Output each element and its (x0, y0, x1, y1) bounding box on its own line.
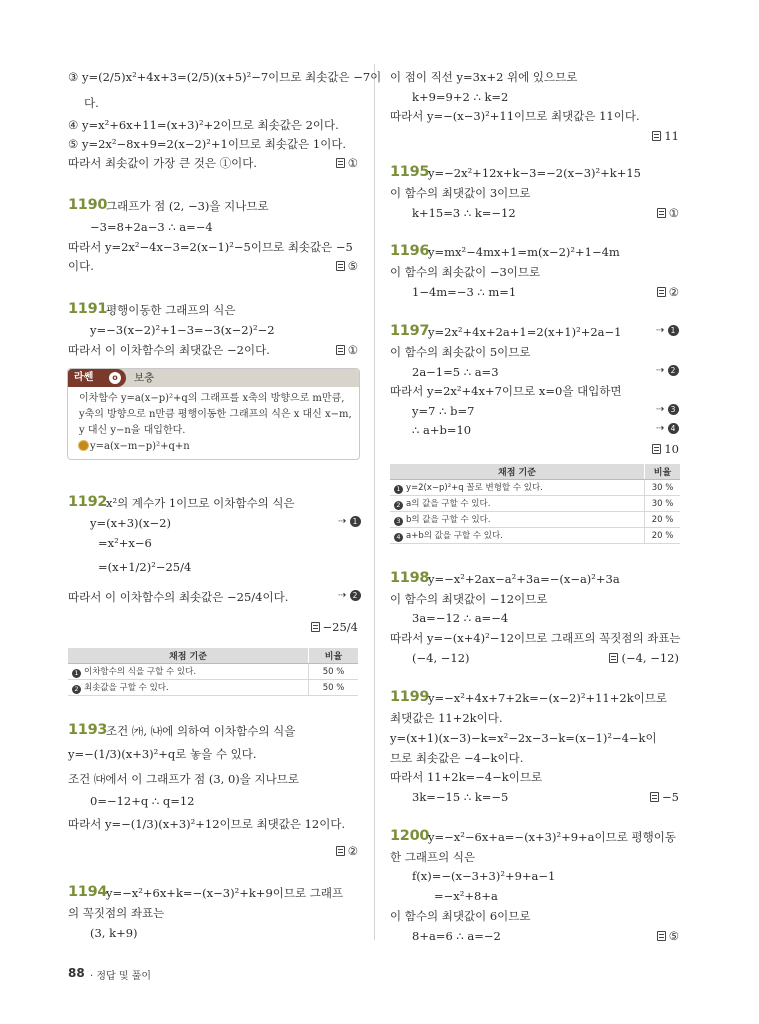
text-line: 따라서 y=2x²−4x−3=2(x−1)²−5이므로 최솟값은 −5 (68, 240, 353, 254)
text-line: 평행이동한 그래프의 식은 (106, 303, 236, 317)
answer-icon (652, 131, 661, 141)
step-marker: ⇢ 1 (656, 325, 679, 336)
supplement-formula: y=a(x−m−p)²+q+n (79, 439, 190, 454)
text-line: x²의 계수가 1이므로 이차함수의 식은 (106, 496, 295, 510)
answer-mark: 11 (652, 128, 679, 144)
answer-mark: ② (336, 843, 358, 859)
answer-mark: ① (336, 342, 358, 358)
supplement-tag: 라쎈 o (68, 369, 126, 387)
problem-number: 1196 (390, 243, 430, 259)
text-line: 따라서 최솟값이 가장 큰 것은 ①이다. (68, 156, 257, 170)
text-line: y=(x+1)(x−3)−k=x²−2x−3−k=(x−1)²−4−k이 (390, 731, 657, 745)
supplement-box (67, 368, 360, 460)
text-line: (−4, −12) (412, 651, 470, 665)
problem-number: 1198 (390, 570, 430, 586)
problem-number: 1193 (68, 722, 108, 738)
text-line: y=−x²−6x+a=−(x+3)²+9+a이므로 평행이동 (428, 830, 676, 844)
answer-icon (609, 653, 618, 663)
text-line: 따라서 y=−(x−3)²+11이므로 최댓값은 11이다. (390, 109, 640, 123)
scoring-table (390, 464, 680, 544)
text-line: 따라서 이 이차함수의 최댓값은 −2이다. (68, 343, 270, 357)
problem-number: 1199 (390, 689, 430, 705)
answer-mark: ① (336, 155, 358, 171)
supplement-line: 이차함수 y=a(x−p)²+q의 그래프를 x축의 방향으로 m만큼, (79, 393, 345, 404)
text-line: k+9=9+2 ∴ k=2 (412, 90, 509, 104)
answer-icon (336, 345, 345, 355)
column-divider (374, 64, 375, 940)
text-line: 3a=−12 ∴ a=−4 (412, 611, 509, 625)
text-line: y=mx²−4mx+1=m(x−2)²+1−4m (428, 245, 620, 259)
text-line: 그래프가 점 (2, −3)을 지나므로 (106, 199, 269, 213)
step-marker: ⇢ 2 (656, 365, 679, 376)
text-line: 이 점이 직선 y=3x+2 위에 있으므로 (390, 70, 578, 84)
text-line: =x²+x−6 (98, 536, 152, 550)
answer-mark: ① (657, 205, 679, 221)
text-line: −3=8+2a−3 ∴ a=−4 (90, 220, 213, 234)
supplement-header (68, 369, 359, 387)
table-row: 1 이차함수의 식을 구할 수 있다. 50 % (68, 664, 358, 680)
answer-icon (336, 261, 345, 271)
answer-mark: ⑤ (336, 258, 358, 274)
answer-icon (311, 622, 320, 632)
step-marker: ⇢ 1 (338, 516, 361, 527)
text-line: 한 그래프의 식은 (390, 850, 476, 864)
table-header: 비율 (645, 464, 681, 480)
text-line: 조건 ㈐에서 이 그래프가 점 (3, 0)을 지나므로 (68, 772, 299, 786)
text-line: =−x²+8+a (434, 889, 498, 903)
text-line: 의 꼭짓점의 좌표는 (68, 906, 165, 920)
problem-number: 1195 (390, 164, 430, 180)
table-row: 2 최솟값을 구할 수 있다. 50 % (68, 680, 358, 696)
answer-icon (336, 158, 345, 168)
text-line: 다. (84, 96, 99, 110)
answer-mark: −5 (650, 789, 679, 805)
answer-mark: −25/4 (311, 619, 358, 635)
table-row: 1 y=2(x−p)²+q 꼴로 변형할 수 있다. 30 % (390, 480, 680, 496)
text-line: f(x)=−(x−3+3)²+9+a−1 (412, 869, 556, 883)
supplement-label: 보충 (134, 372, 155, 384)
tag-circle-icon: o (109, 372, 121, 384)
text-line: 1−4m=−3 ∴ m=1 (412, 285, 517, 299)
answer-mark: (−4, −12) (609, 650, 679, 666)
text-line: ④ y=x²+6x+11=(x+3)²+2이므로 최솟값은 2이다. (68, 118, 339, 132)
text-line: ③ y=(2/5)x²+4x+3=(2/5)(x+5)²−7이므로 최솟값은 −7이 (68, 70, 382, 84)
problem-number: 1197 (390, 323, 430, 339)
step-marker: ⇢ 4 (656, 423, 679, 434)
table-row: 3 b의 값을 구할 수 있다. 20 % (390, 512, 680, 528)
problem-number: 1200 (390, 828, 430, 844)
text-line: =(x+1/2)²−25/4 (98, 560, 192, 574)
table-header: 채점 기준 (68, 648, 309, 664)
text-line: y=(x+3)(x−2) (90, 516, 171, 530)
text-line: 따라서 y=−(1/3)(x+3)²+12이므로 최댓값은 12이다. (68, 817, 346, 831)
text-line: 므로 최솟값은 −4−k이다. (390, 751, 524, 765)
text-line: 8+a=6 ∴ a=−2 (412, 929, 501, 943)
text-line: 따라서 11+2k=−4−k이므로 (390, 770, 543, 784)
text-line: 따라서 y=−(x+4)²−12이므로 그래프의 꼭짓점의 좌표는 (390, 631, 681, 645)
supplement-line: y축의 방향으로 n만큼 평행이동한 그래프의 식은 x 대신 x−m, (79, 409, 352, 420)
text-line: y=7 ∴ b=7 (412, 404, 475, 418)
text-line: ⑤ y=2x²−8x+9=2(x−2)²+1이므로 최솟값은 1이다. (68, 137, 347, 151)
text-line: 2a−1=5 ∴ a=3 (412, 365, 499, 379)
text-line: k+15=3 ∴ k=−12 (412, 206, 516, 220)
table-header: 채점 기준 (390, 464, 645, 480)
text-line: ∴ a+b=10 (412, 423, 472, 437)
answer-mark: ⑤ (657, 928, 679, 944)
text-line: 이다. (68, 259, 94, 273)
text-line: 이 함수의 최댓값이 −12이므로 (390, 592, 548, 606)
text-line: 최댓값은 11+2k이다. (390, 711, 503, 725)
text-line: 이 함수의 최댓값이 3이므로 (390, 186, 531, 200)
text-line: y=−3(x−2)²+1−3=−3(x−2)²−2 (90, 323, 275, 337)
text-line: 0=−12+q ∴ q=12 (90, 794, 195, 808)
text-line: y=−x²+2ax−a²+3a=−(x−a)²+3a (428, 572, 620, 586)
table-header: 비율 (309, 648, 359, 664)
text-line: 3k=−15 ∴ k=−5 (412, 790, 509, 804)
step-marker: ⇢ 2 (338, 590, 361, 601)
answer-mark: ② (657, 284, 679, 300)
problem-number: 1191 (68, 301, 108, 317)
page-number: 88 (68, 966, 85, 980)
text-line: y=−(1/3)(x+3)²+q로 놓을 수 있다. (68, 747, 257, 761)
text-line: (3, k+9) (90, 926, 138, 940)
answer-icon (657, 287, 666, 297)
text-line: y=−2x²+12x+k−3=−2(x−3)²+k+15 (428, 166, 641, 180)
text-line: 조건 ㈎, ㈏에 의하여 이차함수의 식을 (106, 724, 296, 738)
answer-icon (650, 792, 659, 802)
text-line: 이 함수의 최댓값이 6이므로 (390, 909, 531, 923)
problem-number: 1192 (68, 494, 108, 510)
answer-icon (657, 931, 666, 941)
problem-number: 1194 (68, 884, 108, 900)
text-line: y=−x²+4x+7+2k=−(x−2)²+11+2k이므로 (428, 691, 667, 705)
table-row: 2 a의 값을 구할 수 있다. 30 % (390, 496, 680, 512)
gear-icon (79, 441, 88, 450)
table-row: 4 a+b의 값을 구할 수 있다. 20 % (390, 528, 680, 544)
text-line: y=2x²+4x+2a+1=2(x+1)²+2a−1 (428, 325, 622, 339)
text-line: 따라서 이 이차함수의 최솟값은 −25/4이다. (68, 590, 289, 604)
text-line: y=−x²+6x+k=−(x−3)²+k+9이므로 그래프 (106, 886, 344, 900)
problem-number: 1190 (68, 197, 108, 213)
answer-icon (652, 444, 661, 454)
text-line: 이 함수의 최솟값이 −3이므로 (390, 265, 541, 279)
footer-title: · 정답 및 풀이 (90, 971, 152, 982)
answer-icon (336, 846, 345, 856)
step-marker: ⇢ 3 (656, 404, 679, 415)
supplement-line: y 대신 y−n을 대입한다. (79, 425, 186, 436)
answer-icon (657, 208, 666, 218)
text-line: 이 함수의 최솟값이 5이므로 (390, 345, 531, 359)
text-line: 따라서 y=2x²+4x+7이므로 x=0을 대입하면 (390, 384, 622, 398)
scoring-table (68, 648, 358, 696)
answer-mark: 10 (652, 441, 679, 457)
